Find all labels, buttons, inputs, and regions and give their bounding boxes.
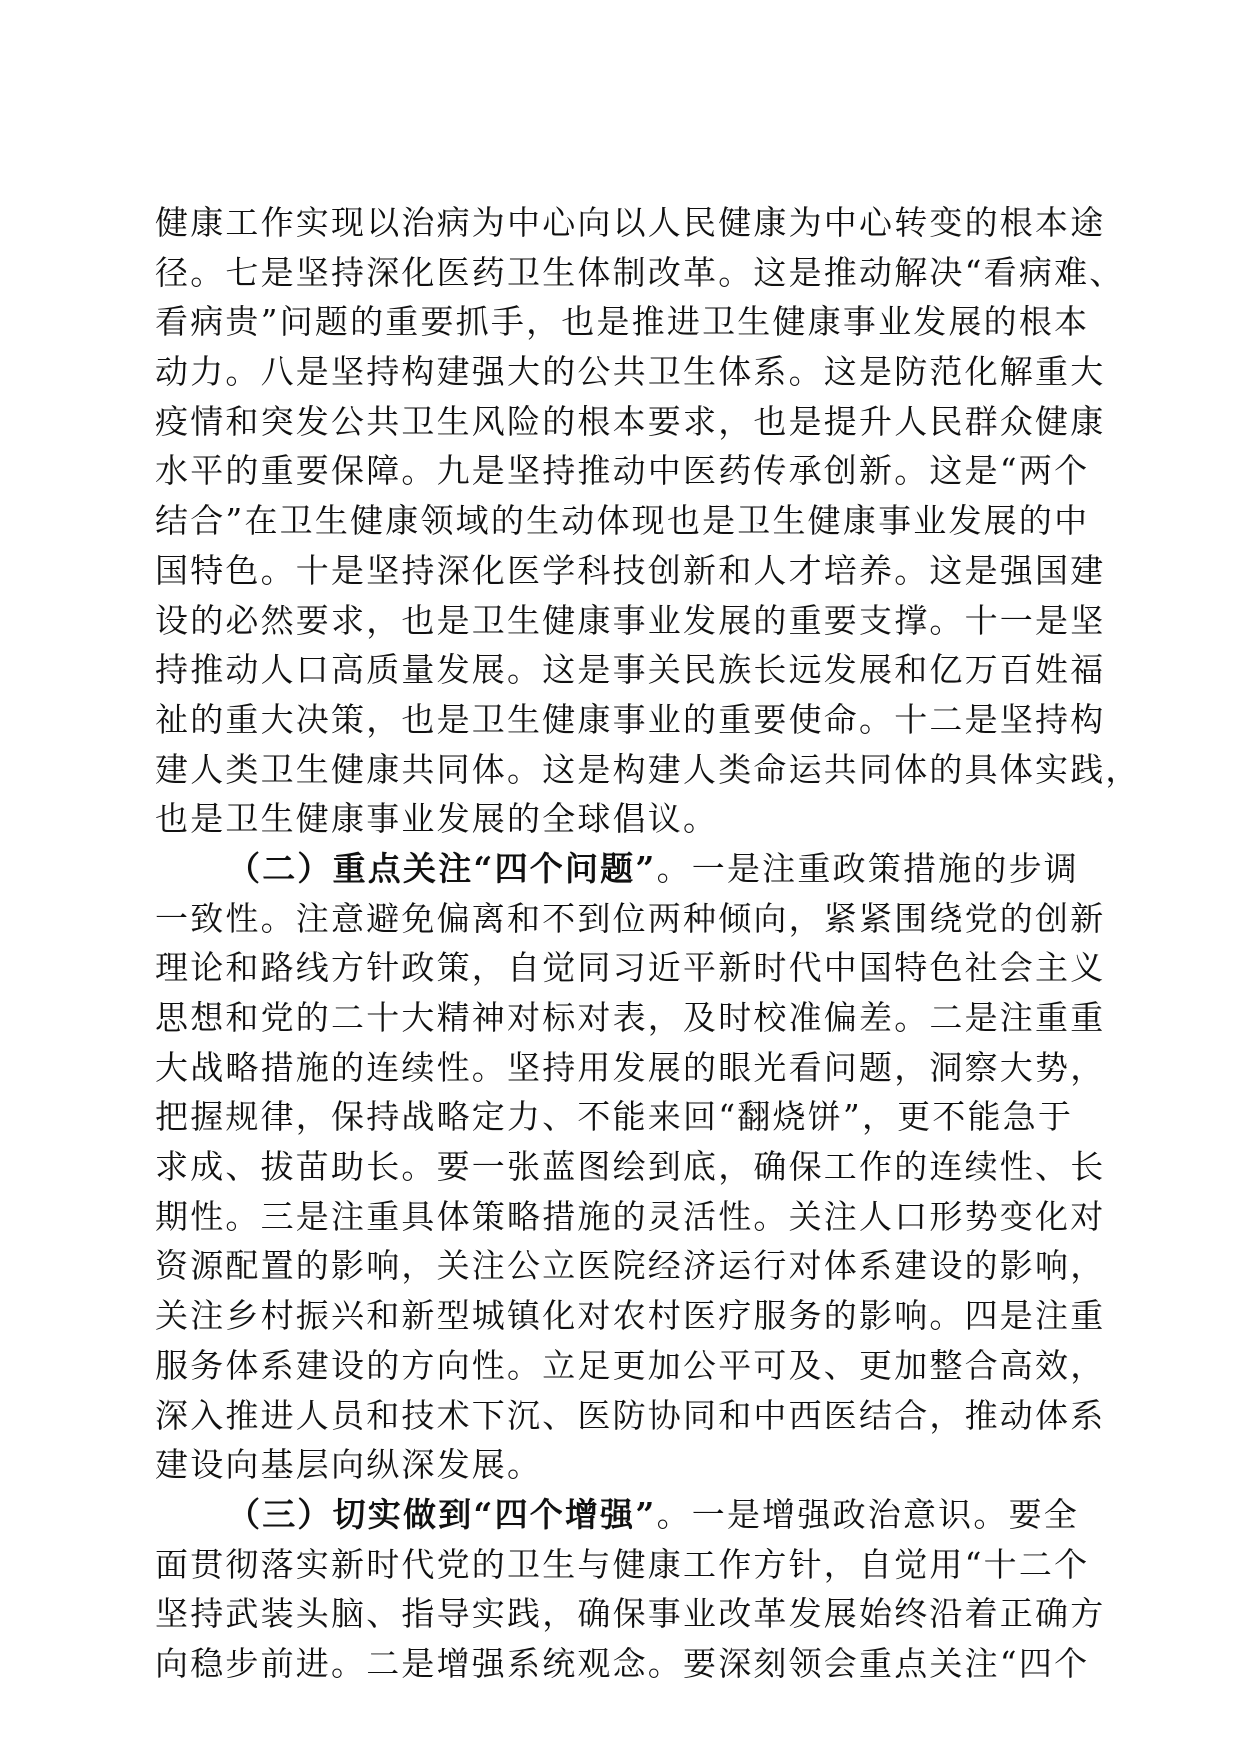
text-line	[155, 1490, 1085, 1540]
body-text	[155, 198, 1141, 1689]
text-line: 水平的重要保障。九是坚持推动中医药传承创新。这是“两个	[155, 451, 1090, 491]
text-run: 。一是增强政治意识。要全	[656, 1494, 1079, 1534]
text-line: 建人类卫生健康共同体。这是构建人类命运共同体的具体实践，	[155, 749, 1141, 789]
text-line: 向稳步前进。二是增强系统观念。要深刻领会重点关注“四个	[155, 1643, 1090, 1683]
text-line: 祉的重大决策，也是卫生健康事业的重要使命。十二是坚持构	[155, 699, 1106, 739]
text-line	[155, 844, 1085, 894]
text-line: 深入推进人员和技术下沉、医防协同和中西医结合，推动体系	[155, 1395, 1106, 1435]
paragraph-2	[155, 844, 1106, 1490]
text-line: 一致性。注意避免偏离和不到位两种倾向，紧紧围绕党的创新	[155, 898, 1106, 938]
text-line: 关注乡村振兴和新型城镇化对农村医疗服务的影响。四是注重	[155, 1296, 1106, 1336]
text-line: 把握规律，保持战略定力、不能来回“翻烧饼”，更不能急于	[155, 1097, 1074, 1137]
text-line: 思想和党的二十大精神对标对表，及时校准偏差。二是注重重	[155, 998, 1106, 1037]
text-line: 动力。八是坚持构建强大的公共卫生体系。这是防范化解重大	[155, 352, 1106, 392]
text-line: 大战略措施的连续性。坚持用发展的眼光看问题，洞察大势，	[155, 1047, 1106, 1087]
text-line: 服务体系建设的方向性。立足更加公平可及、更加整合高效，	[155, 1345, 1106, 1385]
text-run: 。一是注重政策措施的步调	[656, 848, 1079, 888]
text-line: 建设向基层向纵深发展。	[155, 1445, 543, 1485]
text-line: 坚持武装头脑、指导实践，确保事业改革发展始终沿着正确方	[155, 1594, 1106, 1634]
text-line: 期性。三是注重具体策略措施的灵活性。关注人口形势变化对	[155, 1196, 1106, 1236]
text-line: 资源配置的影响，关注公立医院经济运行对体系建设的影响，	[155, 1246, 1106, 1286]
text-line: 也是卫生健康事业发展的全球倡议。	[155, 799, 719, 839]
section-heading-2: （二）重点关注“四个问题”	[227, 848, 657, 888]
text-line: 健康工作实现以治病为中心向以人民健康为中心转变的根本途	[155, 203, 1106, 242]
text-line: 持推动人口高质量发展。这是事关民族长远发展和亿万百姓福	[155, 650, 1106, 690]
text-line: 国特色。十是坚持深化医学科技创新和人才培养。这是强国建	[155, 550, 1106, 590]
text-line: 理论和路线方针政策，自觉同习近平新时代中国特色社会主义	[155, 948, 1106, 988]
text-line: 设的必然要求，也是卫生健康事业发展的重要支撑。十一是坚	[155, 600, 1106, 640]
text-line: 看病贵”问题的重要抓手，也是推进卫生健康事业发展的根本	[155, 302, 1090, 342]
text-line: 结合”在卫生健康领域的生动体现也是卫生健康事业发展的中	[155, 501, 1090, 541]
text-line: 求成、拔苗助长。要一张蓝图绘到底，确保工作的连续性、长	[155, 1147, 1106, 1187]
section-heading-3: （三）切实做到“四个增强”	[227, 1494, 657, 1534]
text-line: 径。七是坚持深化医药卫生体制改革。这是推动解决“看病难、	[155, 252, 1125, 292]
paragraph-3	[155, 1490, 1106, 1689]
text-line: 面贯彻落实新时代党的卫生与健康工作方针，自觉用“十二个	[155, 1544, 1090, 1584]
paragraph-1	[155, 198, 1141, 844]
text-line: 疫情和突发公共卫生风险的根本要求，也是提升人民群众健康	[155, 401, 1106, 441]
